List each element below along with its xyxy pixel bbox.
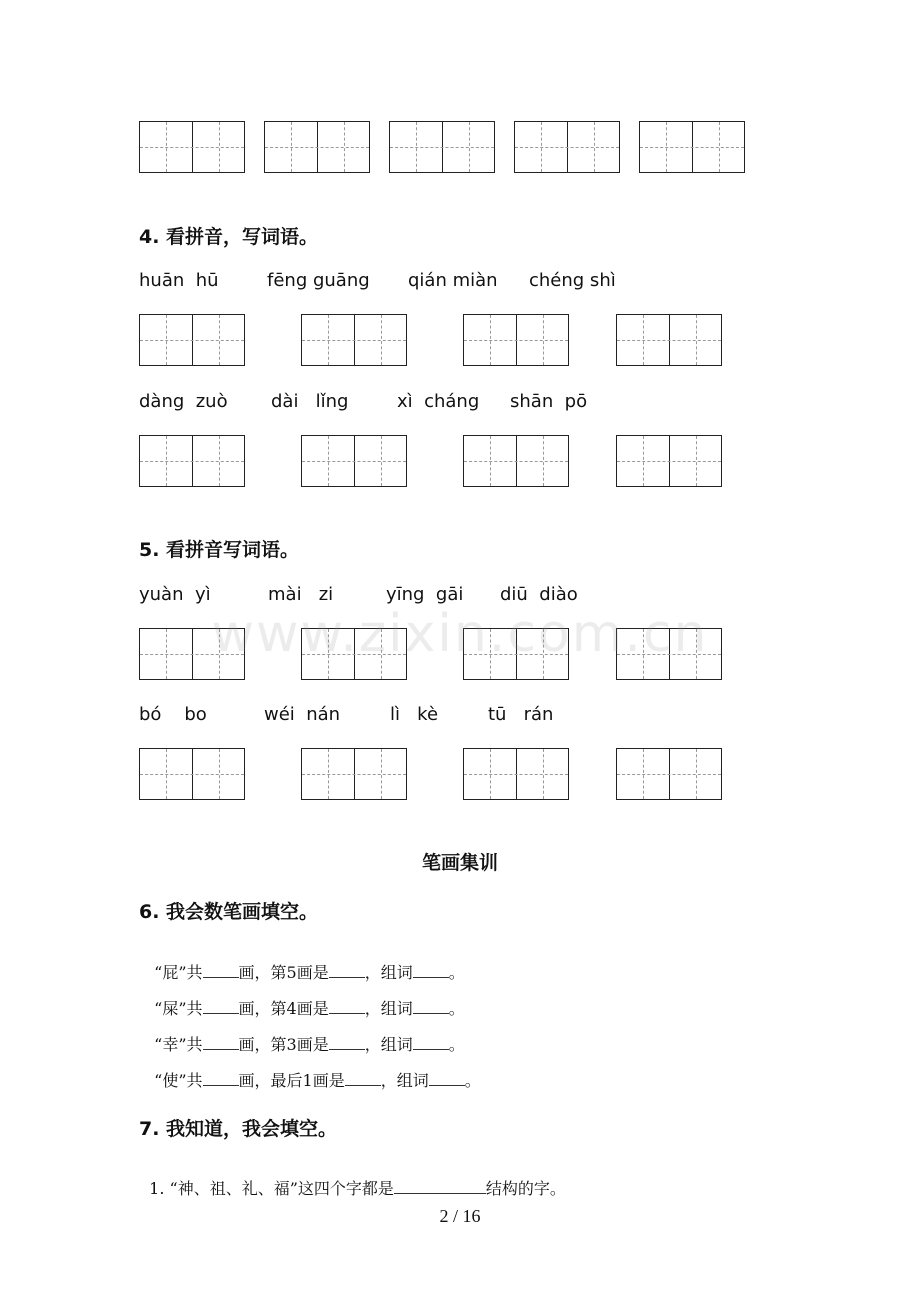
pinyin-label: yīng gāi xyxy=(386,584,464,605)
answer-blank[interactable] xyxy=(203,1071,239,1086)
answer-blank[interactable] xyxy=(329,1035,365,1050)
watermark: www.zixin.com.cn xyxy=(211,604,709,664)
pinyin-label: qián miàn xyxy=(408,270,498,291)
answer-blank[interactable] xyxy=(413,999,449,1014)
pinyin-label: yuàn yì xyxy=(139,584,211,605)
writing-box[interactable] xyxy=(301,314,407,366)
line-text: 画，第4画是 xyxy=(238,999,329,1018)
line-text: “使”共 xyxy=(154,1071,203,1090)
pinyin-label: fēng guāng xyxy=(267,270,370,291)
line-text: 。 xyxy=(448,963,465,982)
answer-blank[interactable] xyxy=(413,963,449,978)
writing-box[interactable] xyxy=(389,121,495,173)
section-title: 笔画集训 xyxy=(421,852,498,874)
writing-box[interactable] xyxy=(616,435,722,487)
q5-heading: 5. 看拼音写词语。 xyxy=(139,539,300,561)
writing-box[interactable] xyxy=(139,748,245,800)
line-text: 。 xyxy=(448,1035,465,1054)
writing-box[interactable] xyxy=(639,121,745,173)
q6-heading: 6. 我会数笔画填空。 xyxy=(139,901,319,923)
pinyin-label: shān pō xyxy=(510,391,588,412)
pinyin-label: diū diào xyxy=(500,584,578,605)
line-text: ，组词 xyxy=(364,1035,413,1054)
line-text: 画，第3画是 xyxy=(238,1035,329,1054)
stroke-question-line xyxy=(144,1049,481,1091)
q7-heading: 7. 我知道，我会填空。 xyxy=(139,1118,338,1140)
pinyin-label: bó bo xyxy=(139,704,207,725)
writing-box[interactable] xyxy=(139,435,245,487)
line-text: ，组词 xyxy=(364,963,413,982)
line-text: 画，第5画是 xyxy=(238,963,329,982)
q4-heading: 4. 看拼音，写词语。 xyxy=(139,226,319,248)
pinyin-label: dài lǐng xyxy=(271,391,349,412)
pinyin-label: tū rán xyxy=(488,704,554,725)
pinyin-label: wéi nán xyxy=(264,704,341,725)
answer-blank[interactable] xyxy=(413,1035,449,1050)
writing-box[interactable] xyxy=(301,435,407,487)
pinyin-label: lì kè xyxy=(390,704,439,725)
writing-box[interactable] xyxy=(264,121,370,173)
line-text: 1. “神、祖、礼、福”这四个字都是 xyxy=(149,1179,394,1198)
pinyin-label: huān hū xyxy=(139,270,219,291)
line-text: “屎”共 xyxy=(154,999,203,1018)
page-number: 2 / 16 xyxy=(439,1206,481,1226)
writing-box[interactable] xyxy=(514,121,620,173)
answer-blank[interactable] xyxy=(203,963,239,978)
line-text: 结构的字。 xyxy=(485,1179,566,1198)
line-text: “幸”共 xyxy=(154,1035,203,1054)
fill-in-line xyxy=(139,1157,566,1199)
answer-blank[interactable] xyxy=(203,999,239,1014)
writing-box[interactable] xyxy=(463,435,569,487)
writing-box[interactable] xyxy=(139,314,245,366)
pinyin-label: dàng zuò xyxy=(139,391,228,412)
writing-box[interactable] xyxy=(616,314,722,366)
answer-blank[interactable] xyxy=(394,1179,486,1194)
answer-blank[interactable] xyxy=(329,999,365,1014)
writing-box[interactable] xyxy=(139,121,245,173)
line-text: ，组词 xyxy=(364,999,413,1018)
answer-blank[interactable] xyxy=(203,1035,239,1050)
line-text: 画，最后1画是 xyxy=(238,1071,345,1090)
answer-blank[interactable] xyxy=(429,1071,465,1086)
pinyin-label: chéng shì xyxy=(529,270,616,291)
writing-box[interactable] xyxy=(463,314,569,366)
pinyin-label: xì cháng xyxy=(397,391,480,412)
writing-box[interactable] xyxy=(616,748,722,800)
line-text: 。 xyxy=(464,1071,481,1090)
line-text: “屁”共 xyxy=(154,963,203,982)
writing-box[interactable] xyxy=(463,748,569,800)
writing-box[interactable] xyxy=(301,748,407,800)
answer-blank[interactable] xyxy=(345,1071,381,1086)
line-text: 。 xyxy=(448,999,465,1018)
answer-blank[interactable] xyxy=(329,963,365,978)
pinyin-label: mài zi xyxy=(268,584,334,605)
line-text: ，组词 xyxy=(380,1071,429,1090)
